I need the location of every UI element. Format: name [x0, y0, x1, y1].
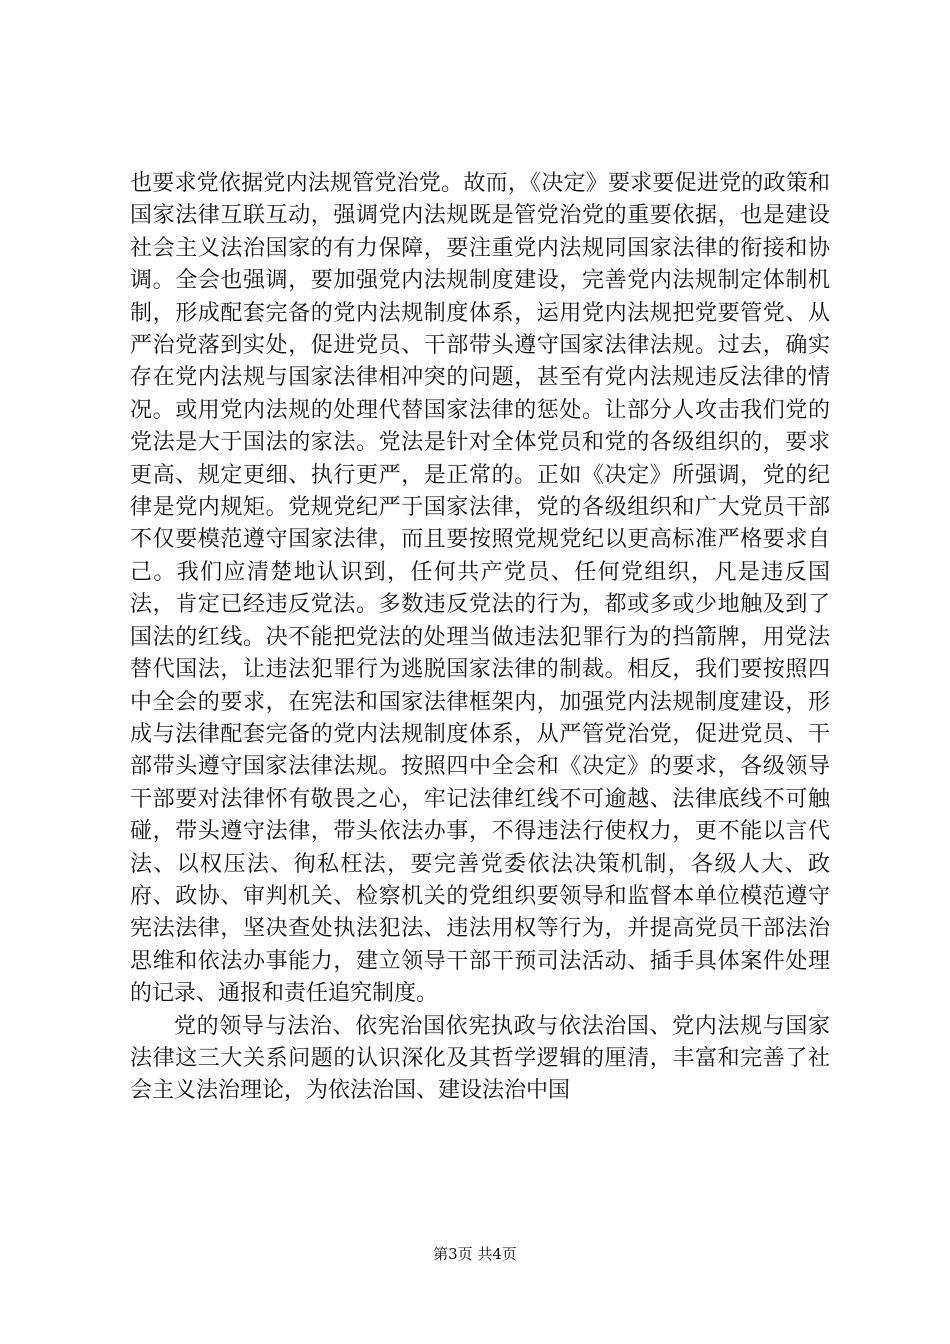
- paragraph-continued: 也要求党依据党内法规管党治党。故而，《决定》要求要促进党的政策和国家法律互联互动，强调党内法规既是管党治党的重要依据，也是建设社会主义法治国家的有力保障，要注重党内法规同国家法律的衔接和协调。全会也强调，要加强党内法规制度建设，完善党内法规制定体制机制，形成配套完备的党内法规制度体系，运用党内法规把党要管党、从严治党落到实处，促进党员、干部带头遵守国家法律法规。过去，确实存在党内法规与国家法律相冲突的问题，甚至有党内法规违反法律的情况。或用党内法规的处理代替国家法律的惩处。让部分人攻击我们党的党法是大于国法的家法。党法是针对全体党员和党的各级组织的，要求更高、规定更细、执行更严，是正常的。正如《决定》所强调，党的纪律是党内规矩。党规党纪严于国家法律，党的各级组织和广大党员干部不仅要模范遵守国家法律，而且要按照党规党纪以更高标准严格要求自己。我们应清楚地认识到，任何共产党员、任何党组织，凡是违反国法，肯定已经违反党法。多数违反党法的行为，都或多或少地触及到了国法的红线。决不能把党法的处理当做违法犯罪行为的挡箭牌，用党法替代国法，让违法犯罪行为逃脱国家法律的制裁。相反，我们要按照四中全会的要求，在宪法和国家法律框架内，加强党内法规制度建设，形成与法律配套完备的党内法规制度体系，从严管党治党，促进党员、干部带头遵守国家法律法规。按照四中全会和《决定》的要求，各级领导干部要对法律怀有敬畏之心，牢记法律红线不可逾越、法律底线不可触碰，带头遵守法律，带头依法办事，不得违法行使权力，更不能以言代法、以权压法、徇私枉法，要完善党委依法决策机制，各级人大、政府、政协、审判机关、检察机关的党组织要领导和监督本单位模范遵守宪法法律，坚决查处执法犯法、违法用权等行为，并提高党员干部法治思维和依法办事能力，建立领导干部干预司法活动、插手具体案件处理的记录、通报和责任追究制度。: [130, 171, 830, 1007]
- page-footer: 第3页 共4页: [433, 1245, 517, 1263]
- document-body: [130, 168, 830, 1108]
- paragraph-conclusion: 党的领导与法治、依宪治国依宪执政与依法治国、党内法规与国家法律这三大关系问题的认识深化及其哲学逻辑的厘清，丰富和完善了社会主义法治理论，为依法治国、建设法治中国: [130, 1013, 830, 1104]
